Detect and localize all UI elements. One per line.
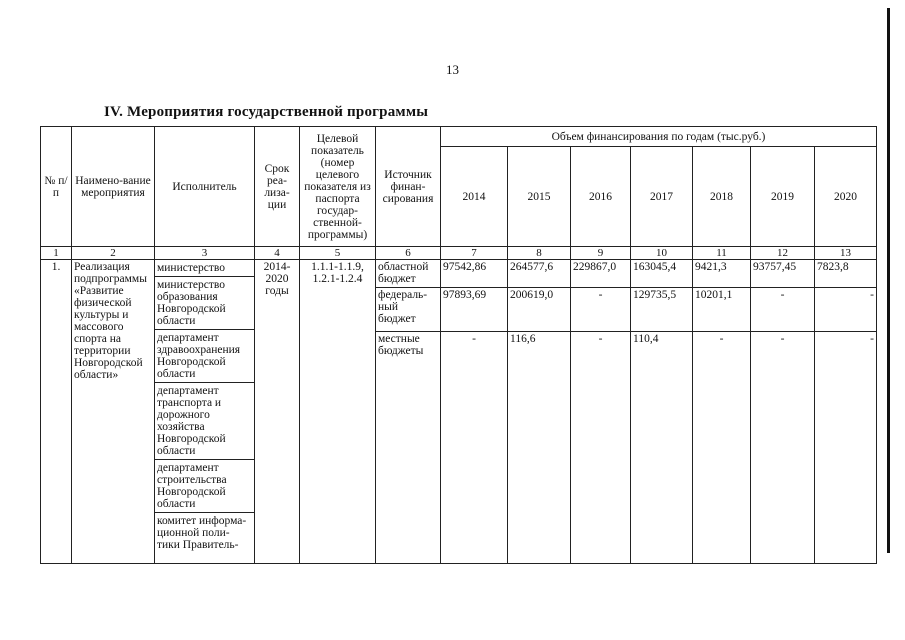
- column-number: 3: [155, 247, 255, 260]
- header-year: 2020: [815, 147, 877, 247]
- header-funding: Объем финансирования по годам (тыс.руб.): [441, 127, 877, 147]
- header-year: 2019: [751, 147, 815, 247]
- source-name: местные бюджеты: [376, 332, 441, 564]
- header-num: № п/п: [41, 127, 72, 247]
- value-cell: 7823,8: [815, 260, 877, 288]
- executor-item: министерство образования Новгородской области: [155, 276, 254, 329]
- value-cell: 163045,4: [631, 260, 693, 288]
- column-number: 10: [631, 247, 693, 260]
- section-title: IV. Мероприятия государственной программы: [104, 104, 429, 120]
- program-measures-table: [40, 126, 877, 564]
- header-name: Наимено-вание мероприятия: [72, 127, 155, 247]
- measure-name: Реализация подпрограммы «Развитие физической культуры и массового спорта на территории Новгородской области»: [72, 260, 155, 564]
- column-number: 6: [376, 247, 441, 260]
- row-num: 1.: [41, 260, 72, 564]
- value-cell: 97893,69: [441, 288, 508, 332]
- header-year: 2017: [631, 147, 693, 247]
- column-number: 11: [693, 247, 751, 260]
- page-edge-line: [887, 8, 890, 553]
- value-cell: -: [751, 332, 815, 564]
- executor-list: [155, 260, 255, 564]
- value-cell: -: [815, 288, 877, 332]
- header-year: 2018: [693, 147, 751, 247]
- value-cell: -: [571, 288, 631, 332]
- term-cell: 2014-2020 годы: [255, 260, 300, 564]
- column-number: 2: [72, 247, 155, 260]
- value-cell: 97542,86: [441, 260, 508, 288]
- column-number-row: [41, 247, 877, 260]
- header-year: 2014: [441, 147, 508, 247]
- header-term: Срок реа-лиза-ции: [255, 127, 300, 247]
- value-cell: -: [815, 332, 877, 564]
- value-cell: -: [441, 332, 508, 564]
- value-cell: 110,4: [631, 332, 693, 564]
- column-number: 4: [255, 247, 300, 260]
- value-cell: 9421,3: [693, 260, 751, 288]
- column-number: 8: [508, 247, 571, 260]
- source-name: областной бюджет: [376, 260, 441, 288]
- column-number: 7: [441, 247, 508, 260]
- header-year: 2015: [508, 147, 571, 247]
- executor-item: департамент строительства Новгородской области: [155, 459, 254, 512]
- page-number: 13: [446, 62, 459, 77]
- value-cell: 93757,45: [751, 260, 815, 288]
- source-name: федераль-ный бюджет: [376, 288, 441, 332]
- value-cell: 116,6: [508, 332, 571, 564]
- executor-item: министерство: [157, 262, 225, 274]
- header-source: Источник финан-сирования: [376, 127, 441, 247]
- column-number: 13: [815, 247, 877, 260]
- value-cell: -: [571, 332, 631, 564]
- indicator-cell: 1.1.1-1.1.9, 1.2.1-1.2.4: [300, 260, 376, 564]
- executor-item: департамент транспорта и дорожного хозяйства Новгородской области: [155, 382, 254, 459]
- value-cell: 264577,6: [508, 260, 571, 288]
- value-cell: -: [693, 332, 751, 564]
- header-executor: Исполнитель: [155, 127, 255, 247]
- value-cell: 200619,0: [508, 288, 571, 332]
- value-cell: -: [751, 288, 815, 332]
- header-row-1: [41, 127, 877, 147]
- header-indicator: Целевой показатель (номер целевого показателя из паспорта государ-ственной-программы): [300, 127, 376, 247]
- column-number: 5: [300, 247, 376, 260]
- column-number: 9: [571, 247, 631, 260]
- executor-item: департамент здравоохранения Новгородской области: [155, 329, 254, 382]
- value-cell: 229867,0: [571, 260, 631, 288]
- column-number: 1: [41, 247, 72, 260]
- executor-item: комитет информа-ционной поли-тики Правитель-: [155, 512, 254, 553]
- header-year: 2016: [571, 147, 631, 247]
- value-cell: 10201,1: [693, 288, 751, 332]
- column-number: 12: [751, 247, 815, 260]
- table-row: [41, 260, 877, 288]
- value-cell: 129735,5: [631, 288, 693, 332]
